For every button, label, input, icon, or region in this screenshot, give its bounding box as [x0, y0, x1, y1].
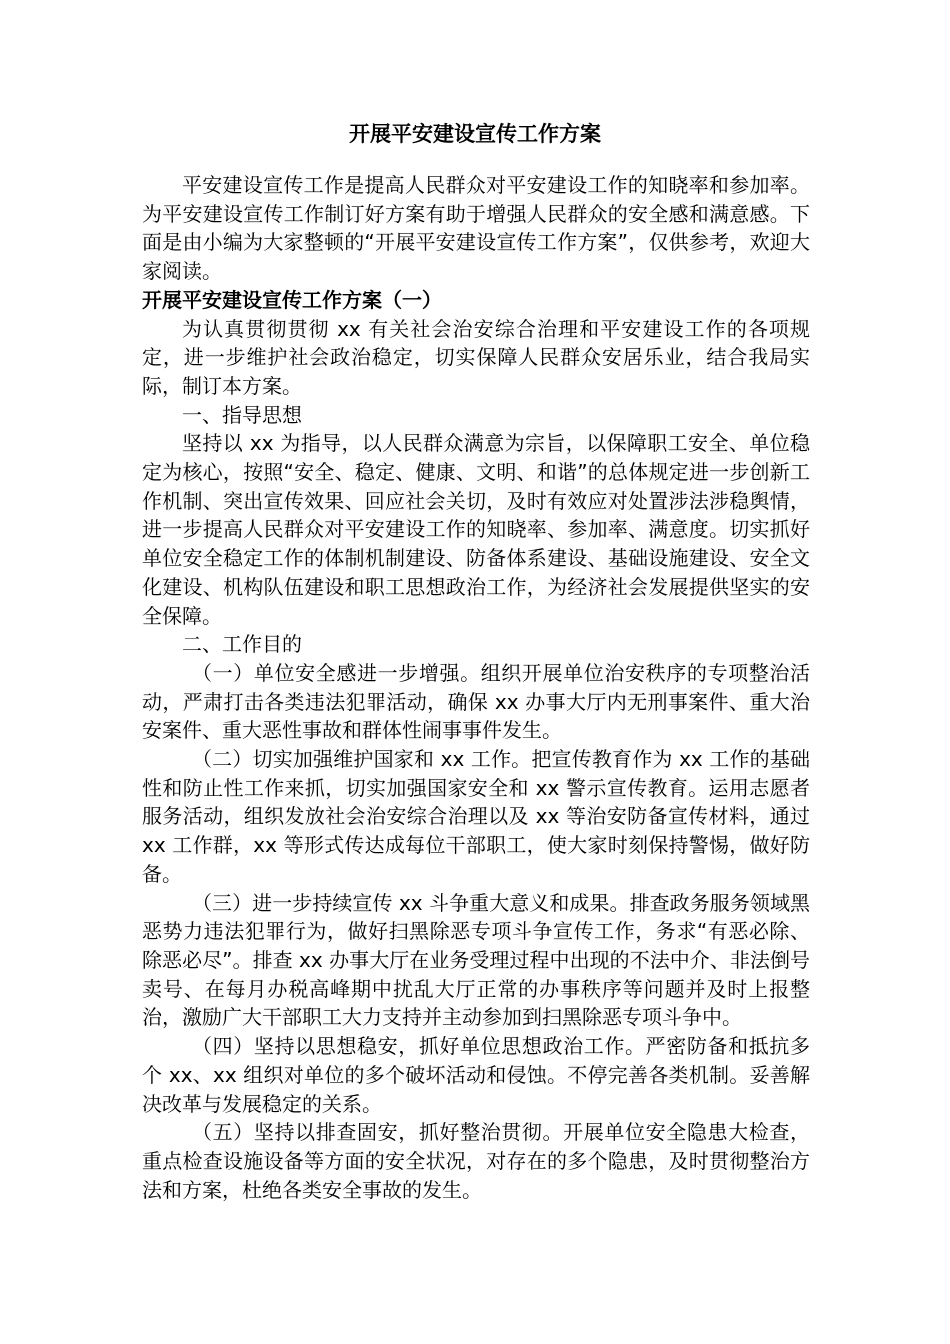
intro-paragraph: 平安建设宣传工作是提高人民群众对平安建设工作的知晓率和参加率。为平安建设宣传工作制订好方案有助于增强人民群众的安全感和满意感。下面是由小编为大家整顿的“开展平安建设宣传工作方案”，仅供参考，欢迎大家阅读。 [142, 173, 810, 284]
section-heading: 开展平安建设宣传工作方案（一） [142, 287, 442, 312]
document-title: 开展平安建设宣传工作方案 [349, 122, 601, 146]
goal-item: （四）坚持以思想稳安，抓好单位思想政治工作。严密防备和抵抗多个 xx、xx 组织对单位的多个破坏活动和侵蚀。不停完善各类机制。妥善解决改革与发展稳定的关系。 [142, 1034, 810, 1116]
body-paragraph: 坚持以 xx 为指导，以人民群众满意为宗旨，以保障职工安全、单位稳定为核心，按照“安全、稳定、健康、文明、和谐”的总体规定进一步创新工作机制、突出宣传效果、回应社会关切，及时有效应对处置涉法涉稳舆情，进一步提高人民群众对平安建设工作的知晓率、参加率、满意度。切实抓好单位安全稳定工作的体制机制建设、防备体系建设、基础设施建设、安全文化建设、机构队伍建设和职工思想政治工作，为经济社会发展提供坚实的安全保障。 [142, 431, 810, 628]
goal-item: （二）切实加强维护国家和 xx 工作。把宣传教育作为 xx 工作的基础性和防止性工作来抓，切实加强国家安全和 xx 警示宣传教育。运用志愿者服务活动，组织发放社会治安综合治理以及 xx 等治安防备宣传材料，通过 xx 工作群，xx 等形式传达成每位干部职工，使大家时刻保持警惕，做好防备。 [142, 747, 810, 886]
goal-item: （一）单位安全感进一步增强。组织开展单位治安秩序的专项整治活动，严肃打击各类违法犯罪活动，确保 xx 办事大厅内无刑事案件、重大治安案件、重大恶性事故和群体性闹事事件发生。 [142, 660, 810, 743]
section-title: 一、指导思想 [182, 402, 302, 427]
body-paragraph: 为认真贯彻贯彻 xx 有关社会治安综合治理和平安建设工作的各项规定，进一步维护社会政治稳定，切实保障人民群众安居乐业，结合我局实际，制订本方案。 [142, 316, 810, 398]
goal-item: （五）坚持以排查固安，抓好整治贯彻。开展单位安全隐患大检查，重点检查设施设备等方面的安全状况，对存在的多个隐患，及时贯彻整治方法和方案，杜绝各类安全事故的发生。 [142, 1120, 810, 1202]
document-body [142, 171, 810, 1204]
goal-item: （三）进一步持续宣传 xx 斗争重大意义和成果。排查政务服务领域黑恶势力违法犯罪行为，做好扫黑除恶专项斗争宣传工作，务求“有恶必除、除恶必尽”。排查 xx 办事大厅在业务受理过程中出现的不法中介、非法倒号卖号、在每月办税高峰期中扰乱大厅正常的办事秩序等问题并及时上报整治，激励广大干部职工大力支持并主动参加到扫黑除恶专项斗争中。 [142, 890, 810, 1030]
section-title: 二、工作目的 [182, 632, 302, 657]
